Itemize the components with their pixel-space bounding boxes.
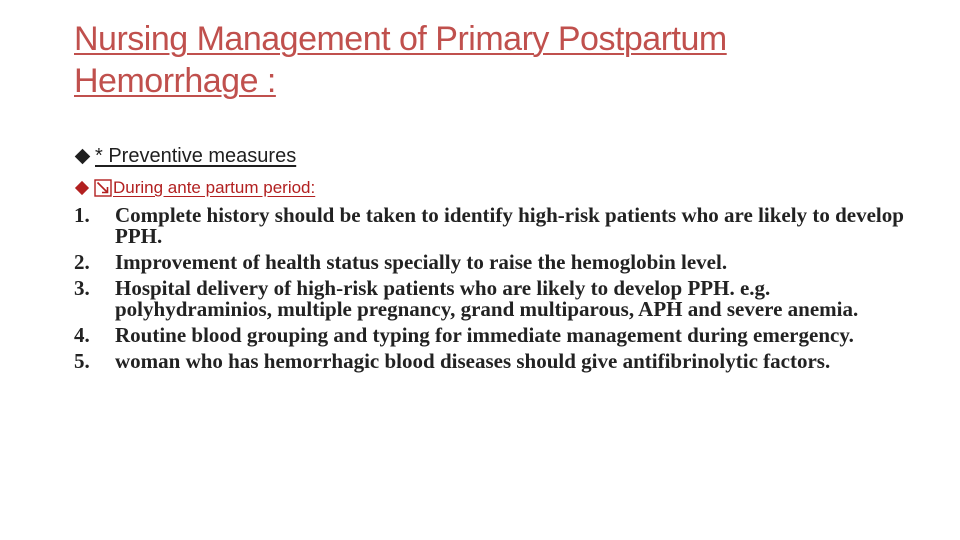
preventive-measures-label: * Preventive measures bbox=[95, 144, 297, 167]
list-item-text: Improvement of health status specially to raise the hemoglobin level. bbox=[115, 250, 728, 274]
list-item bbox=[74, 205, 904, 247]
antepartum-heading bbox=[74, 176, 315, 200]
antepartum-label: During ante partum period: bbox=[113, 178, 316, 197]
list-item-number: 1. bbox=[74, 203, 90, 227]
diamond-bullet-icon bbox=[75, 181, 89, 195]
slide-title-text: Nursing Management of Primary Postpartum Hemorrhage : bbox=[74, 20, 727, 100]
list-item bbox=[74, 325, 904, 346]
diamond-bullet-icon bbox=[75, 148, 91, 164]
arrow-box-icon bbox=[94, 179, 112, 197]
list-item-text: Complete history should be taken to identify high-risk patients who are likely to develop PPH. bbox=[115, 203, 904, 248]
list-item-text: Routine blood grouping and typing for immediate management during emergency. bbox=[115, 323, 854, 347]
preventive-measures-heading bbox=[74, 142, 296, 170]
list-item-number: 5. bbox=[74, 349, 90, 373]
preventive-measures-list bbox=[74, 205, 904, 377]
list-item-text: Hospital delivery of high-risk patients who are likely to develop PPH. e.g. polyhydraminios, multiple pregnancy, grand multiparous, APH and severe anemia. bbox=[115, 276, 859, 321]
list-item bbox=[74, 278, 904, 320]
list-item-number: 4. bbox=[74, 323, 90, 347]
list-item bbox=[74, 351, 904, 372]
slide-title bbox=[74, 18, 894, 102]
list-item-number: 3. bbox=[74, 276, 90, 300]
list-item bbox=[74, 252, 904, 273]
list-item-number: 2. bbox=[74, 250, 90, 274]
list-item-text: woman who has hemorrhagic blood diseases should give antifibrinolytic factors. bbox=[115, 349, 831, 373]
